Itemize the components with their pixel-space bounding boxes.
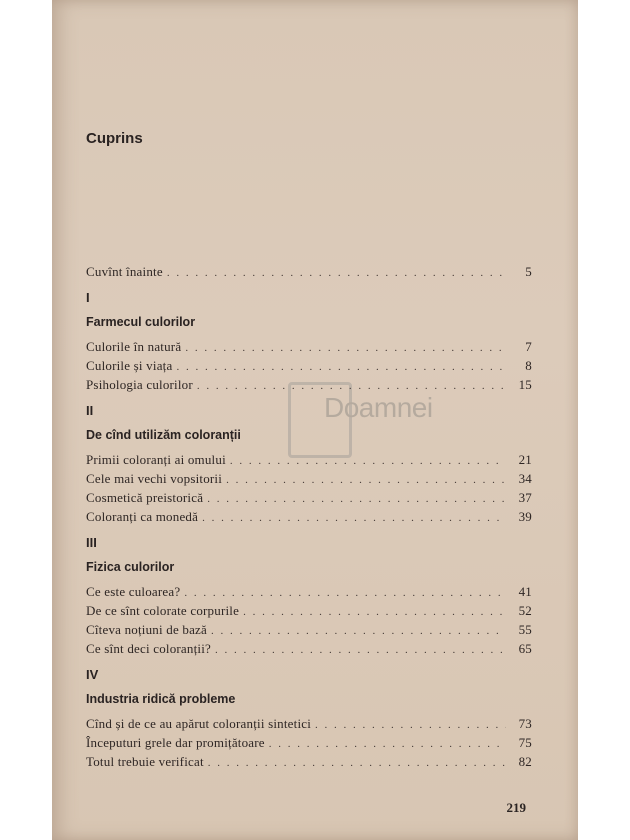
book-page <box>52 0 578 840</box>
dot-leader <box>243 603 506 622</box>
toc-entry <box>86 469 532 488</box>
toc-entry-label: Cele mai vechi vopsitorii <box>86 471 223 486</box>
toc-entry-page: 34 <box>518 471 532 486</box>
dot-leader <box>202 509 506 528</box>
toc-entry <box>86 356 532 375</box>
toc-entry-intro <box>86 262 532 281</box>
toc-entry <box>86 714 532 733</box>
page-title: Cuprins <box>86 130 143 147</box>
dot-leader <box>207 490 506 509</box>
toc-entry-label: Cuvînt înainte <box>86 264 163 279</box>
toc-entry-page: 7 <box>525 339 532 354</box>
toc-entry <box>86 337 532 356</box>
dot-leader <box>269 735 506 754</box>
toc-entry-page: 21 <box>518 452 532 467</box>
toc-entry-label: Ce este culoarea? <box>86 584 181 599</box>
chapter-number: III <box>86 535 97 550</box>
toc-entry <box>86 620 532 639</box>
dot-leader <box>176 358 506 377</box>
toc-entry <box>86 601 532 620</box>
dot-leader <box>208 754 506 773</box>
toc-entry-label: Începuturi grele dar promițătoare <box>86 735 265 750</box>
toc-entry <box>86 450 532 469</box>
toc-entry <box>86 375 532 394</box>
toc-entry-page: 41 <box>518 584 532 599</box>
chapter-title: Industria ridică probleme <box>86 692 236 706</box>
toc-entry-page: 73 <box>518 716 532 731</box>
chapter-title: Farmecul culorilor <box>86 315 196 329</box>
dot-leader <box>167 264 506 283</box>
toc-entry <box>86 752 532 771</box>
chapter-number: I <box>86 290 90 305</box>
page-number: 219 <box>506 800 526 815</box>
toc-entry-label: Cînd și de ce au apărut coloranții sintetici <box>86 716 312 731</box>
toc-entry-page: 5 <box>525 264 532 279</box>
dot-leader <box>185 339 506 358</box>
toc-entry-page: 52 <box>518 603 532 618</box>
toc-entry-label: Primii coloranți ai omului <box>86 452 226 467</box>
watermark-text: Doamnei <box>324 392 433 423</box>
toc-entry-label: Totul trebuie verificat <box>86 754 204 769</box>
toc-entry-label: Psihologia culorilor <box>86 377 193 392</box>
chapter-title: Fizica culorilor <box>86 560 175 574</box>
toc-entry-page: 75 <box>518 735 532 750</box>
toc-entry-label: Cîteva noțiuni de bază <box>86 622 208 637</box>
toc-entry <box>86 507 532 526</box>
toc-entry <box>86 582 532 601</box>
toc-entry-page: 39 <box>518 509 532 524</box>
toc-entry-label: Cosmetică preistorică <box>86 490 204 505</box>
toc-entry-label: Coloranți ca monedă <box>86 509 199 524</box>
dot-leader <box>230 452 506 471</box>
toc-entry-page: 82 <box>518 754 532 769</box>
toc-entry-label: Ce sînt deci coloranții? <box>86 641 212 656</box>
toc-entry <box>86 488 532 507</box>
dot-leader <box>215 641 506 660</box>
toc-entry-page: 55 <box>518 622 532 637</box>
chapter-number: II <box>86 403 94 418</box>
toc-entry <box>86 639 532 658</box>
toc-entry-page: 8 <box>525 358 532 373</box>
dot-leader <box>315 716 506 735</box>
toc-entry-page: 15 <box>518 377 532 392</box>
dot-leader <box>197 377 506 396</box>
toc-entry-label: De ce sînt colorate corpurile <box>86 603 240 618</box>
chapter-title: De cînd utilizăm coloranții <box>86 428 241 442</box>
toc-entry-label: Culorile și viața <box>86 358 173 373</box>
table-of-contents <box>86 262 532 771</box>
chapter-number: IV <box>86 667 99 682</box>
toc-entry-label: Culorile în natură <box>86 339 182 354</box>
toc-entry-page: 37 <box>518 490 532 505</box>
dot-leader <box>211 622 506 641</box>
toc-entry-page: 65 <box>518 641 532 656</box>
dot-leader <box>226 471 506 490</box>
toc-entry <box>86 733 532 752</box>
